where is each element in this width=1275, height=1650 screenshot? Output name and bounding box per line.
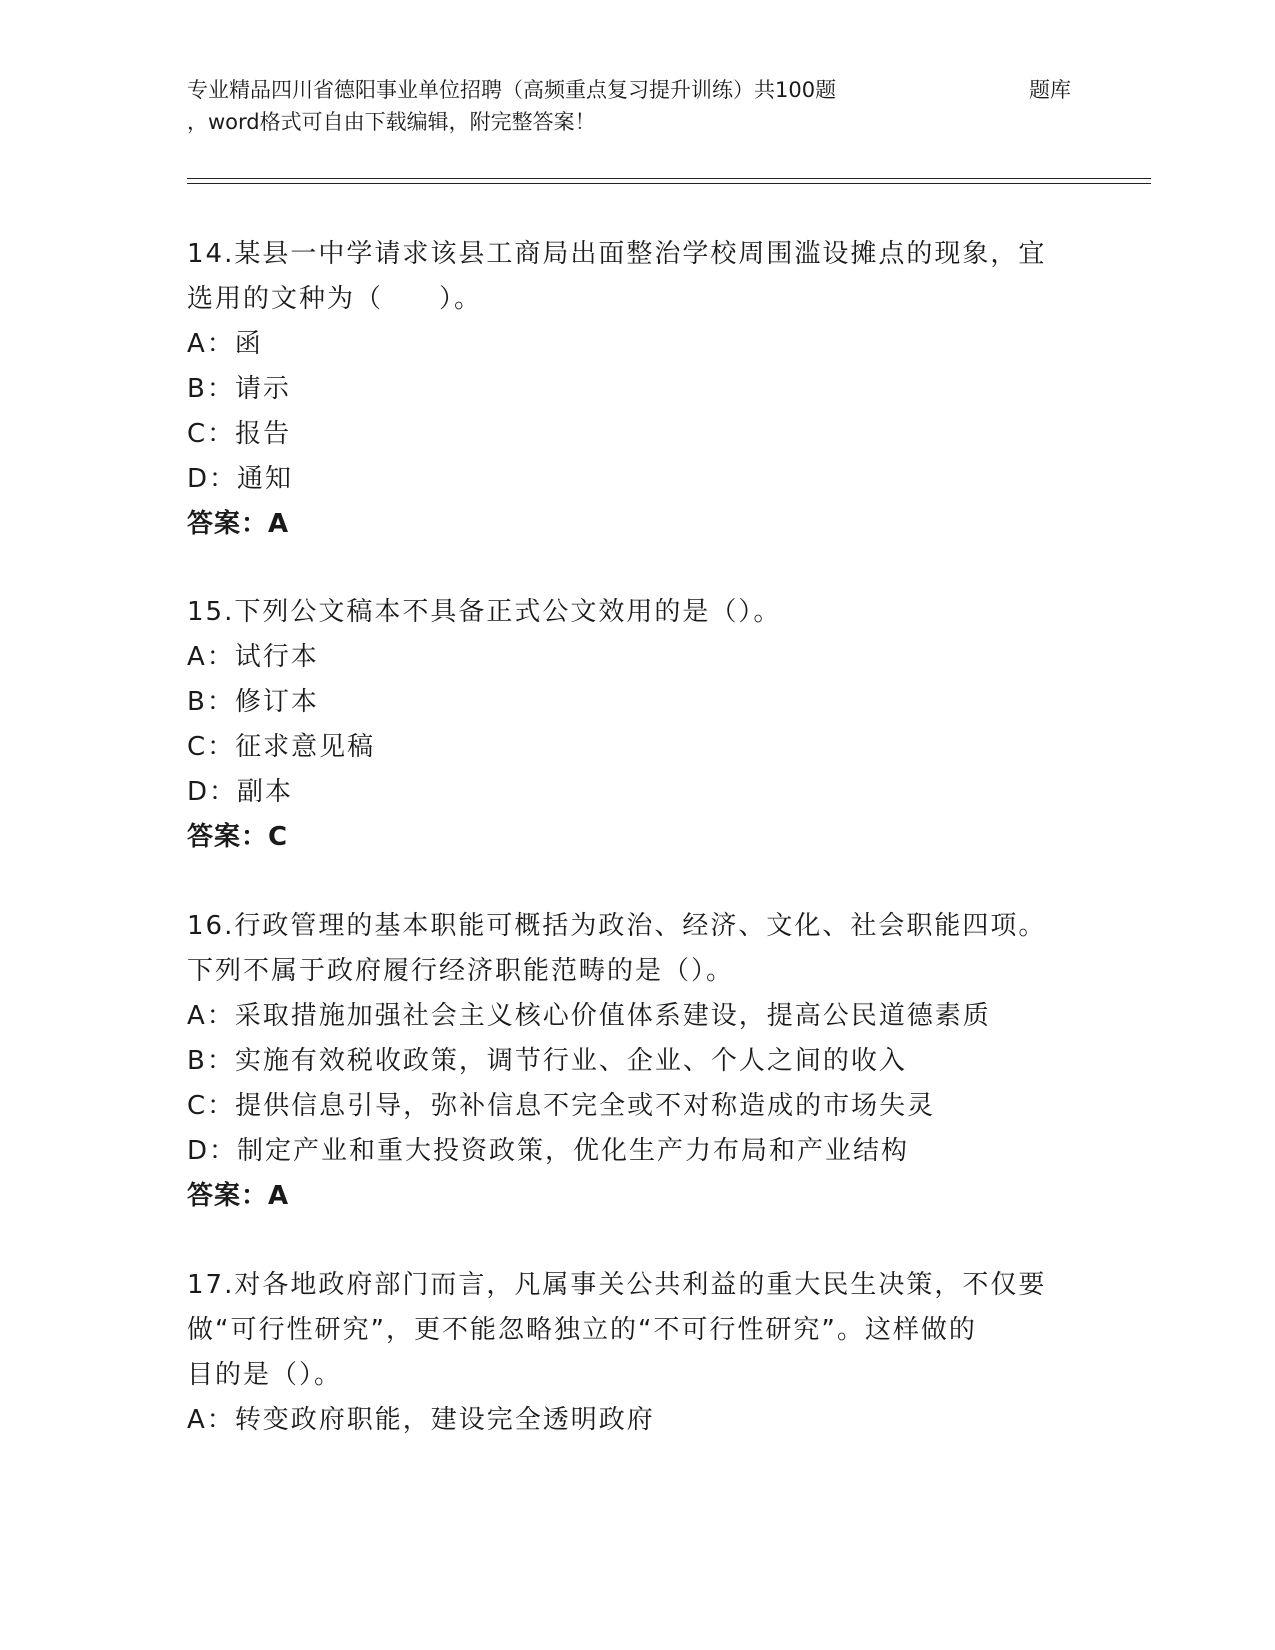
question-stem-line: 17.对各地政府部门而言，凡属事关公共利益的重大民生决策，不仅要 xyxy=(187,1270,1047,1300)
question-stem-line: 16.行政管理的基本职能可概括为政治、经济、文化、社会职能四项。 xyxy=(187,911,1047,941)
option-d: D：制定产业和重大投资政策，优化生产力布局和产业结构 xyxy=(187,1136,910,1166)
question-14 xyxy=(187,232,1067,547)
header-rule-bottom xyxy=(187,183,1151,184)
question-16 xyxy=(187,904,1067,1219)
answer: 答案：A xyxy=(187,509,290,539)
question-stem-line: 做“可行性研究”，更不能忽略独立的“不可行性研究”。这样做的 xyxy=(187,1315,977,1345)
option-c: C：征求意见稿 xyxy=(187,732,376,762)
option-b: B：修订本 xyxy=(187,687,319,717)
question-stem-line: 14.某县一中学请求该县工商局出面整治学校周围滥设摊点的现象，宜 xyxy=(187,239,1047,269)
option-b: B：请示 xyxy=(187,374,291,404)
header-rule-top xyxy=(187,178,1151,179)
option-c: C：提供信息引导，弥补信息不完全或不对称造成的市场失灵 xyxy=(187,1091,936,1121)
question-stem-line: 选用的文种为（ ）。 xyxy=(187,284,483,314)
option-c: C：报告 xyxy=(187,419,292,449)
question-17 xyxy=(187,1263,1067,1443)
option-d: D：通知 xyxy=(187,464,294,494)
option-a: A：函 xyxy=(187,329,263,359)
question-stem-line: 下列不属于政府履行经济职能范畴的是（）。 xyxy=(187,956,735,986)
option-b: B：实施有效税收政策，调节行业、企业、个人之间的收入 xyxy=(187,1046,907,1076)
option-a: A：采取措施加强社会主义核心价值体系建设，提高公民道德素质 xyxy=(187,1001,991,1031)
answer: 答案：C xyxy=(187,822,289,852)
header-title: 专业精品四川省德阳事业单位招聘（高频重点复习提升训练）共100题 xyxy=(187,78,837,102)
question-15 xyxy=(187,590,1067,860)
question-stem-line: 15.下列公文稿本不具备正式公文效用的是（）。 xyxy=(187,597,782,627)
header-tag: 题库 xyxy=(1029,78,1071,102)
option-a: A：试行本 xyxy=(187,642,319,672)
answer: 答案：A xyxy=(187,1181,290,1211)
page-header xyxy=(187,74,1087,138)
question-stem-line: 目的是（）。 xyxy=(187,1360,343,1390)
option-a: A：转变政府职能，建设完全透明政府 xyxy=(187,1405,655,1435)
option-d: D：副本 xyxy=(187,777,294,807)
header-subtitle: ，word格式可自由下载编辑，附完整答案！ xyxy=(187,110,596,134)
